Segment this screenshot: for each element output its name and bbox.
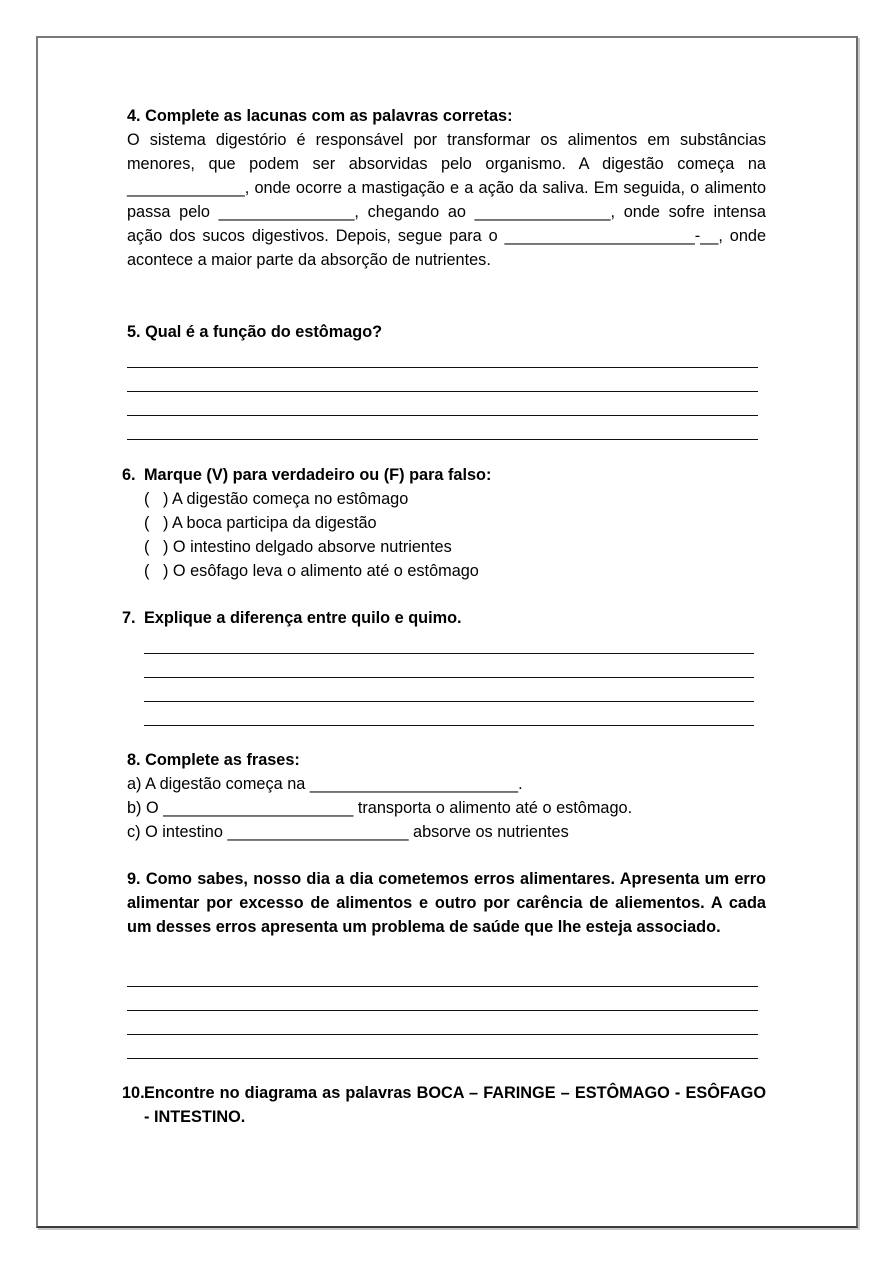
question-5-title: 5. Qual é a função do estômago? <box>127 323 383 341</box>
question-9 <box>127 867 766 939</box>
question-7 <box>122 606 761 630</box>
answer-line[interactable] <box>144 654 754 678</box>
fill-in-sentence[interactable]: b) O _____________________ transporta o alimento até o estômago. <box>127 799 633 817</box>
answer-line[interactable] <box>127 1035 758 1059</box>
answer-line[interactable] <box>127 987 758 1011</box>
question-10-prefix: Encontre no diagrama as palavras <box>144 1084 417 1102</box>
question-8 <box>127 748 766 844</box>
true-false-item[interactable]: ( ) O esôfago leva o alimento até o estômago <box>144 562 479 580</box>
question-7-answer-lines <box>144 630 754 726</box>
question-7-title: Explique a diferença entre quilo e quimo. <box>144 609 462 627</box>
question-4-paragraph: O sistema digestório é responsável por transformar os alimentos em substâncias menores, que podem ser absorvidas pelo organismo. A digestão começa na _____________, onde ocorre a mastigação e a ação da saliva. Em seguida, o alimento passa pelo _______________, chegando ao _______________, onde sofre intensa ação dos sucos digestivos. Depois, segue para o _____________________-__, onde acontece a maior parte da absorção de nutrientes. <box>127 131 766 269</box>
question-7-number: 7. <box>122 609 136 627</box>
question-9-title: 9. Como sabes, nosso dia a dia cometemos erros alimentares. Apresenta um erro alimentar por excesso de alimentos e outro por carência de aliementos. A cada um desses erros apresenta um problema de saúde que lhe esteja associado. <box>127 870 766 936</box>
question-10-number: 10. <box>122 1084 145 1102</box>
true-false-item[interactable]: ( ) A boca participa da digestão <box>144 514 377 532</box>
question-5-answer-lines <box>127 344 758 440</box>
question-4-title: 4. Complete as lacunas com as palavras corretas: <box>127 107 513 125</box>
question-6-title: Marque (V) para verdadeiro ou (F) para falso: <box>144 466 492 484</box>
question-6 <box>122 463 761 583</box>
question-10-heading <box>122 1081 766 1129</box>
answer-line[interactable] <box>127 368 758 392</box>
answer-line[interactable] <box>144 702 754 726</box>
question-5 <box>127 320 766 344</box>
question-10 <box>122 1081 766 1129</box>
question-10-words: BOCA – FARINGE – ESTÔMAGO - ESÔFAGO - INTESTINO. <box>144 1084 766 1126</box>
true-false-item[interactable]: ( ) A digestão começa no estômago <box>144 490 409 508</box>
question-10-text <box>144 1081 766 1129</box>
fill-in-sentence[interactable]: c) O intestino ____________________ absorve os nutrientes <box>127 823 569 841</box>
fill-in-sentence[interactable]: a) A digestão começa na _______________________. <box>127 775 523 793</box>
question-6-number: 6. <box>122 466 136 484</box>
answer-line[interactable] <box>127 1011 758 1035</box>
answer-line[interactable] <box>127 392 758 416</box>
answer-line[interactable] <box>144 678 754 702</box>
question-4 <box>127 104 766 272</box>
answer-line[interactable] <box>144 630 754 654</box>
true-false-item[interactable]: ( ) O intestino delgado absorve nutrientes <box>144 538 452 556</box>
question-9-answer-lines <box>127 963 758 1059</box>
answer-line[interactable] <box>127 344 758 368</box>
question-6-heading <box>122 463 761 487</box>
answer-line[interactable] <box>127 416 758 440</box>
question-7-heading <box>122 606 761 630</box>
answer-line[interactable] <box>127 963 758 987</box>
question-8-title: 8. Complete as frases: <box>127 751 300 769</box>
